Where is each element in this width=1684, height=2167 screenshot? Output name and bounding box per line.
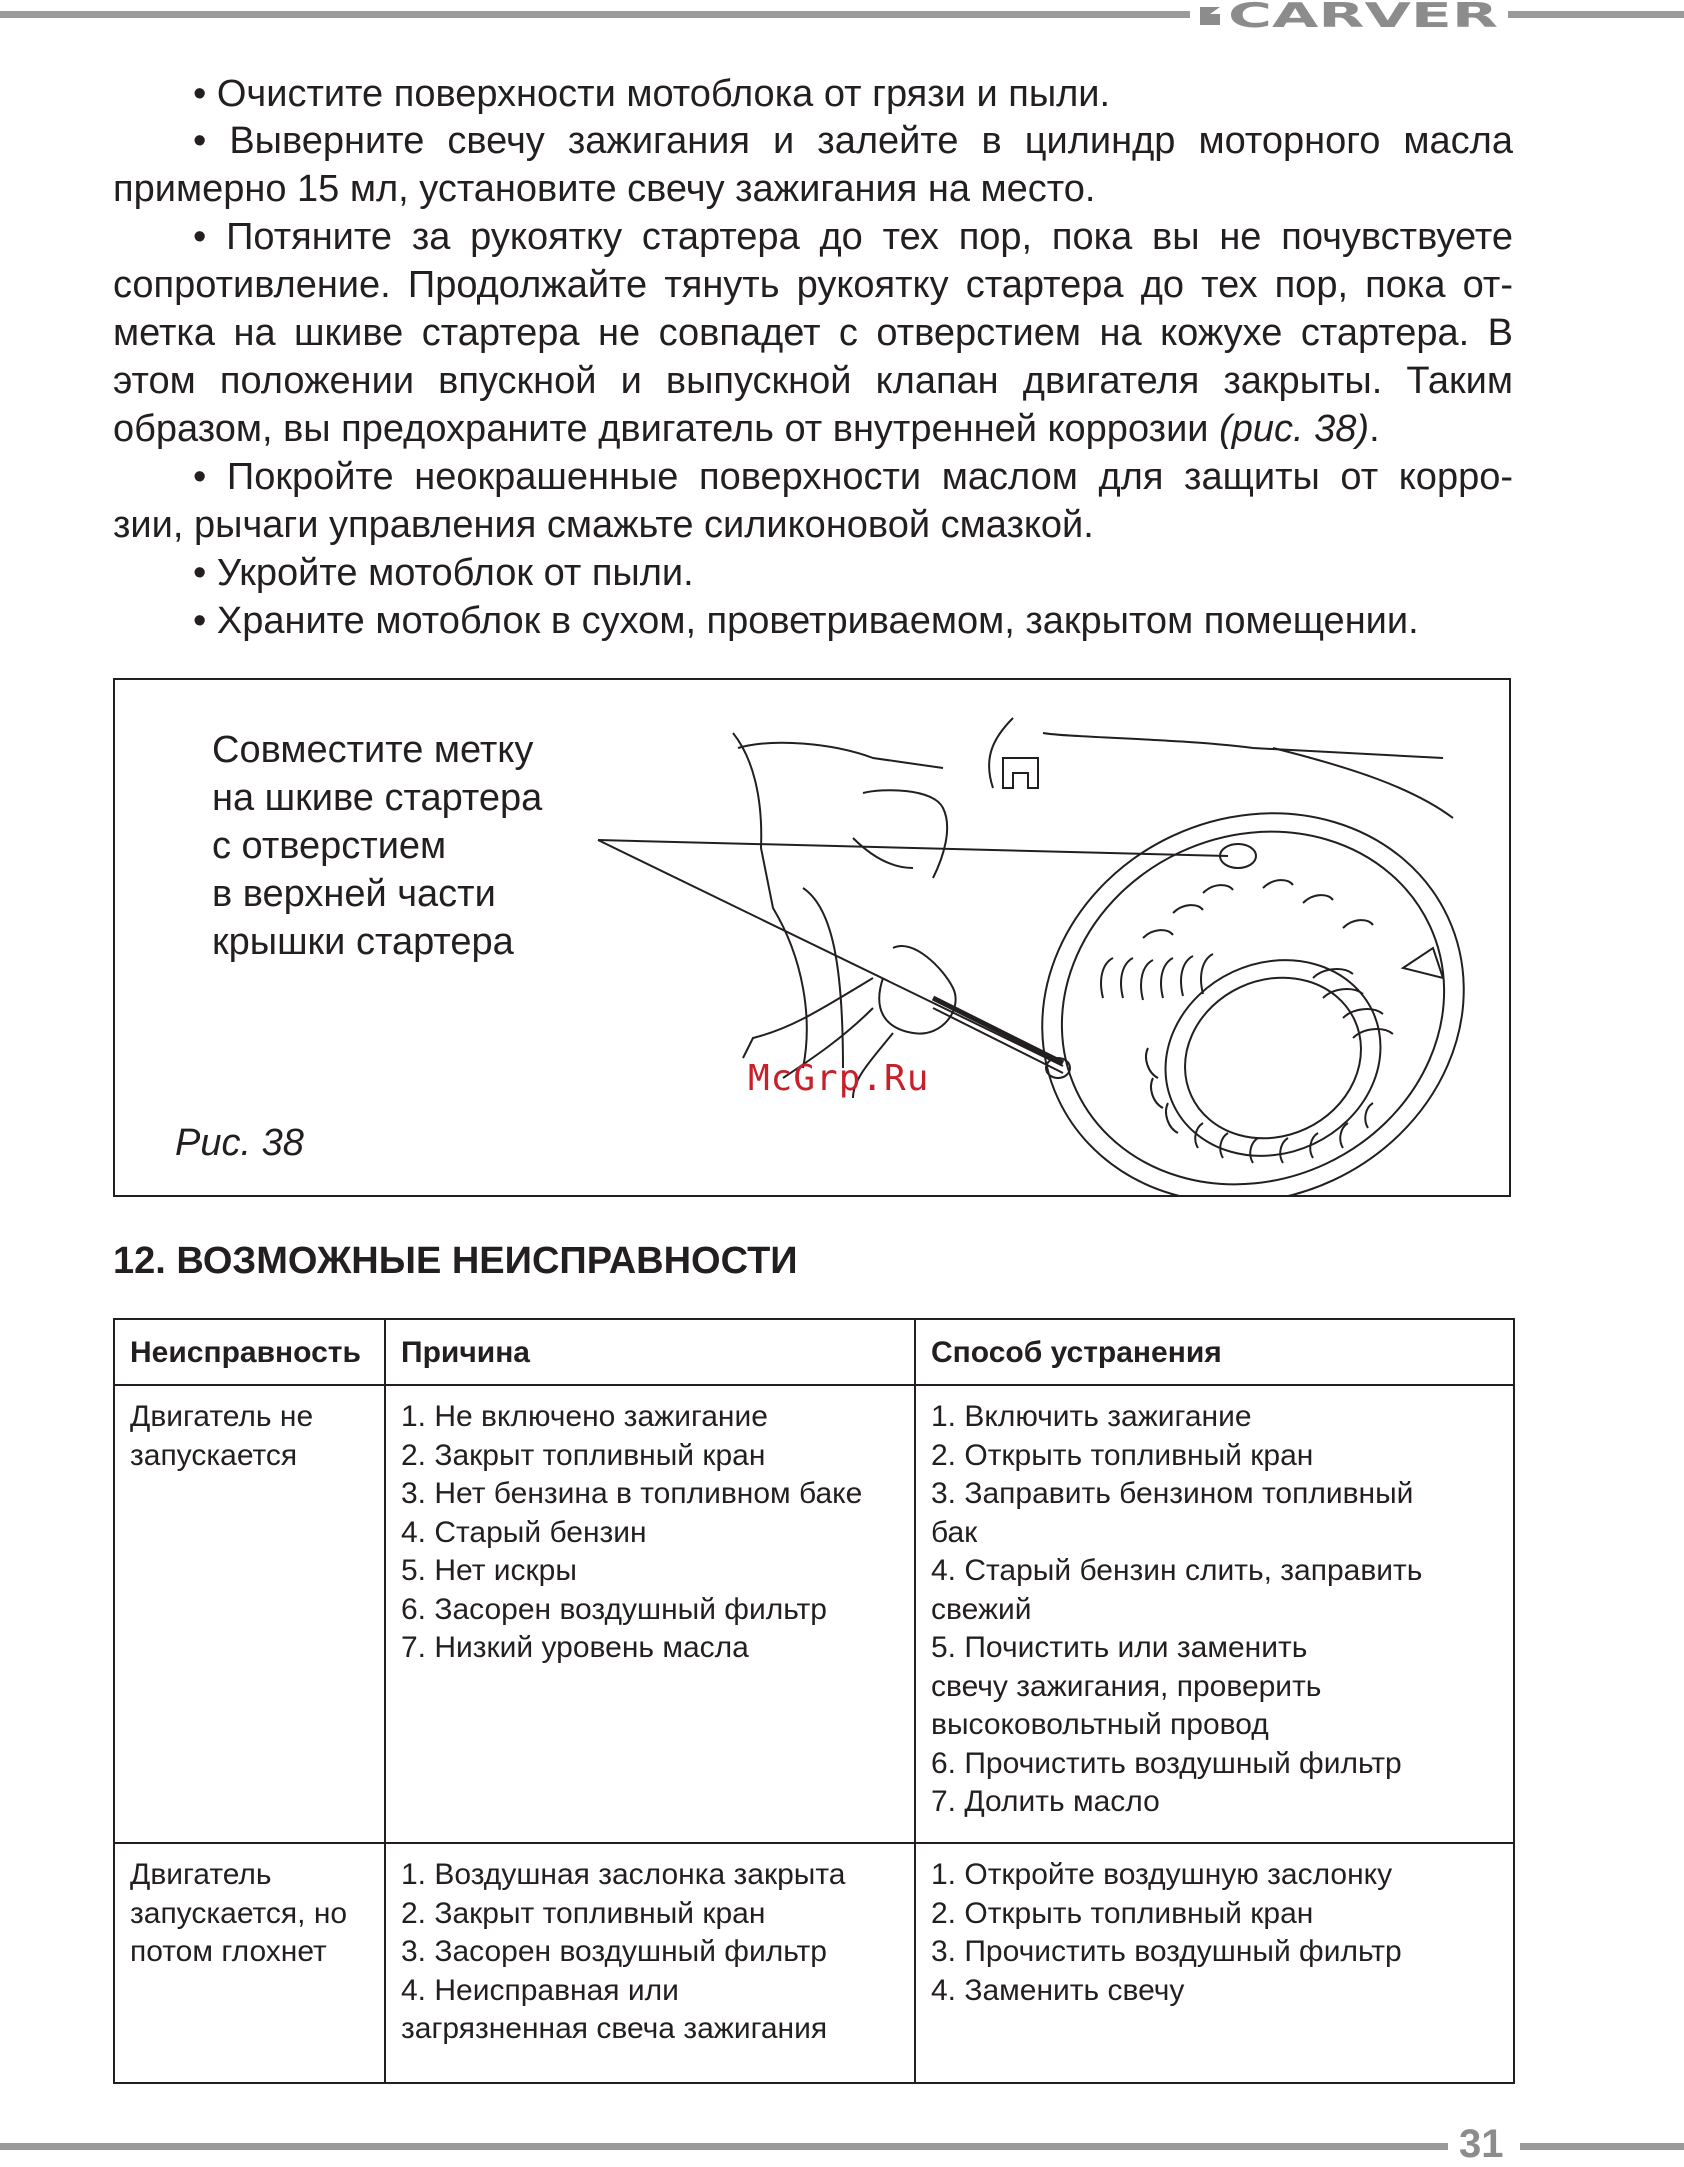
header-cause: Причина	[385, 1319, 915, 1385]
paragraph-clean: • Очистите поверхности мотоблока от грязи и пыли.	[193, 73, 1111, 115]
svg-text:CARVER: CARVER	[1228, 0, 1498, 32]
cause-cell: 1. Не включено зажигание 2. Закрыт топливный кран 3. Нет бензина в топливном баке 4. Старый бензин 5. Нет искры 6. Засорен воздушный фильтр 7. Низкий уровень масла	[385, 1385, 915, 1843]
problem-cell: Двигатель не запускается	[114, 1385, 385, 1843]
table-row	[114, 1843, 1514, 2083]
problem-cell: Двигатель запускается, но потом глохнет	[114, 1843, 385, 2083]
header-rule-right	[1508, 11, 1684, 18]
footer-rule-left	[0, 2143, 1448, 2150]
paragraph-starter: • Потяните за рукоятку стартера до тех пор, пока вы не почувствуете сопротивление. Продолжайте тянуть рукоятку стартера до тех пор, пока от- метка на шкиве стартера не совпадет с отверстием на кожухе стартера. В этом положении впускной и выпускной клапан двигателя закрыты. Таким образом, вы предохраните двигатель от внутренней коррозии (рис. 38).	[113, 216, 1513, 450]
header-problem: Неисправность	[114, 1319, 385, 1385]
figure-caption: Рис. 38	[175, 1122, 304, 1164]
table-row	[114, 1385, 1514, 1843]
watermark: McGrp.Ru	[748, 1058, 930, 1099]
footer-rule-right	[1520, 2143, 1684, 2150]
figure-callout: Совместите метку на шкиве стартера с отверстием в верхней части крышки стартера	[212, 729, 543, 963]
table-header-row	[114, 1319, 1514, 1385]
paragraph-store: • Храните мотоблок в сухом, проветриваемом, закрытом помещении.	[193, 600, 1419, 642]
header-rule-left	[0, 11, 1190, 18]
page-number: 31	[1459, 2122, 1504, 2166]
carver-logo	[1198, 0, 1504, 32]
paragraph-coat-surfaces: • Покройте неокрашенные поверхности маслом для защиты от корро- зии, рычаги управления смажьте силиконовой смазкой.	[113, 456, 1513, 546]
fix-cell: 1. Откройте воздушную заслонку 2. Открыть топливный кран 3. Прочистить воздушный фильтр 4. Заменить свечу	[915, 1843, 1514, 2083]
header-fix: Способ устранения	[915, 1319, 1514, 1385]
troubleshooting-table	[113, 1318, 1515, 2084]
figure-reference: (рис. 38)	[1219, 408, 1370, 450]
paragraph-cover: • Укройте мотоблок от пыли.	[193, 552, 694, 594]
fix-cell: 1. Включить зажигание 2. Открыть топливный кран 3. Заправить бензином топливный бак 4. Старый бензин слить, заправить свежий 5. Почистить или заменить свечу зажигания, проверить высоковольтный провод 6. Прочистить воздушный фильтр 7. Долить масло	[915, 1385, 1514, 1843]
starter-text-end: образом, вы предохраните двигатель от внутренней коррозии	[113, 408, 1220, 450]
section-title: 12. ВОЗМОЖНЫЕ НЕИСПРАВНОСТИ	[113, 1240, 798, 1282]
paragraph-spark-plug: • Выверните свечу зажигания и залейте в цилиндр моторного масла примерно 15 мл, установите свечу зажигания на место.	[113, 120, 1513, 210]
cause-cell: 1. Воздушная заслонка закрыта 2. Закрыт топливный кран 3. Засорен воздушный фильтр 4. Неисправная или загрязненная свеча зажигания	[385, 1843, 915, 2083]
